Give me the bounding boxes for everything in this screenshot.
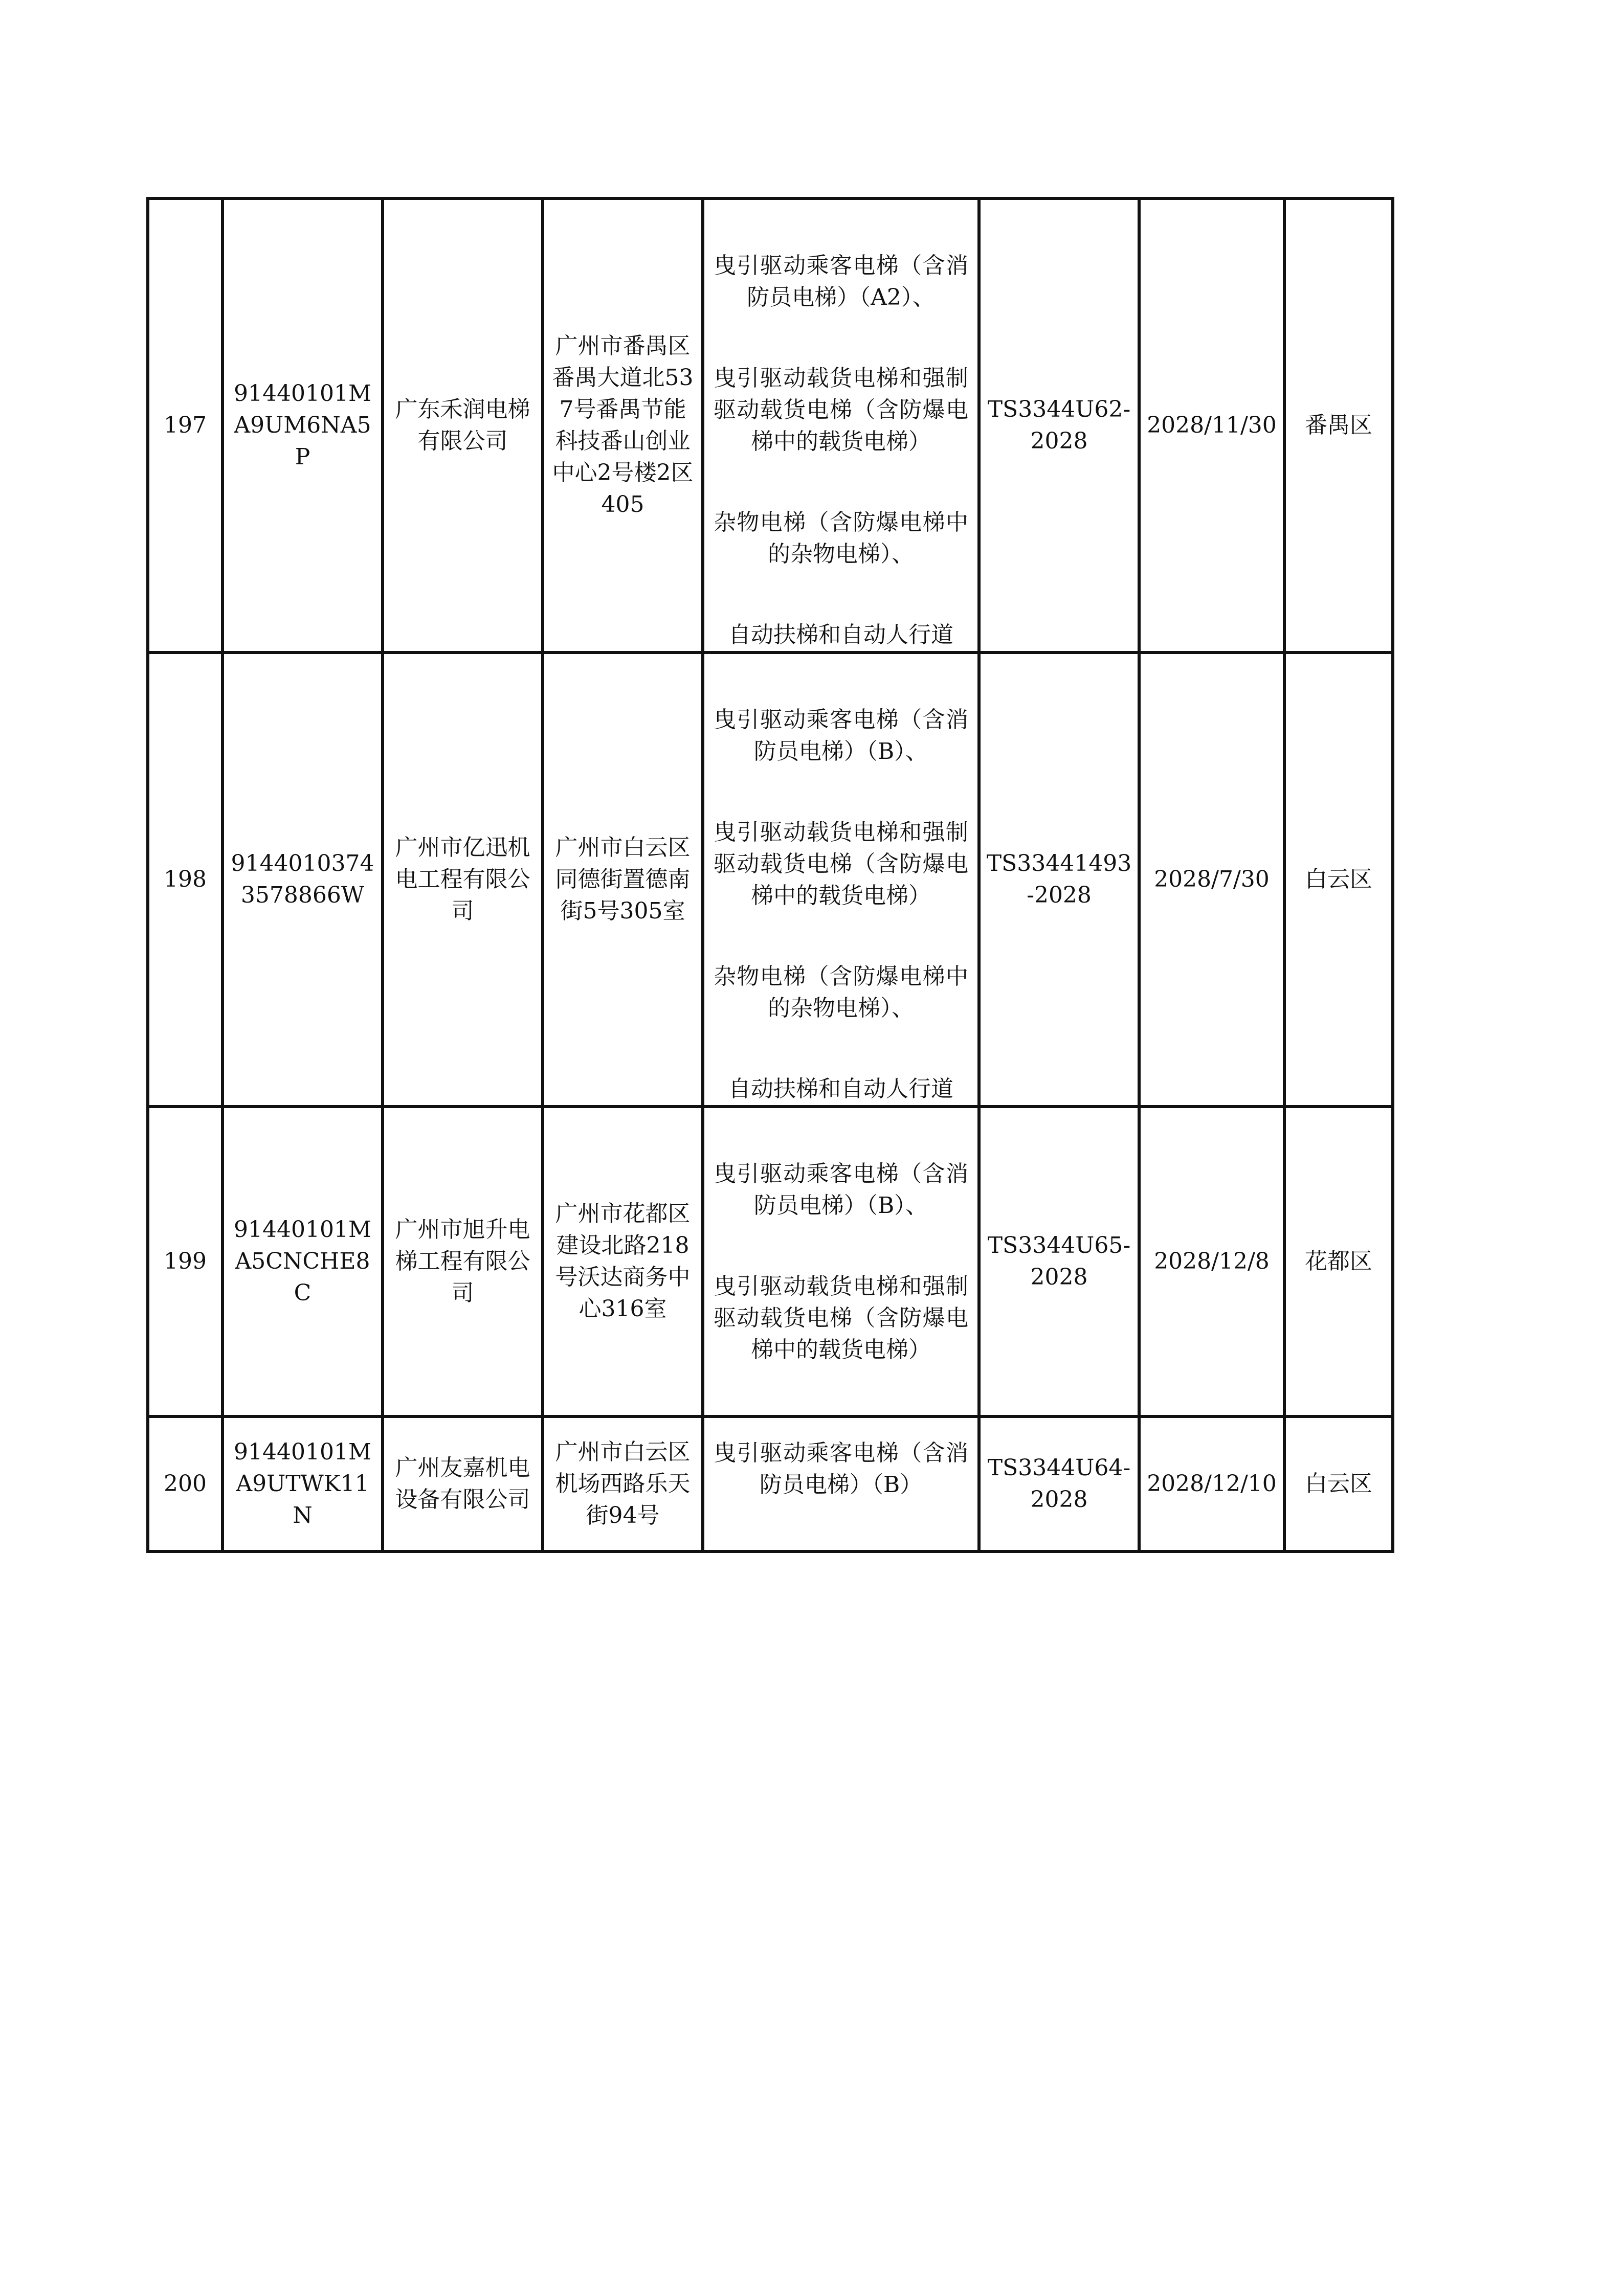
scope-item: 曳引驱动乘客电梯（含消防员电梯）（B）、 xyxy=(714,707,968,764)
company-name: 广东禾润电梯有限公司 xyxy=(383,198,543,652)
expiry-date: 2028/11/30 xyxy=(1139,198,1284,652)
certificate-number: TS33441493-2028 xyxy=(979,652,1139,1107)
row-number: 199 xyxy=(148,1107,223,1416)
company-name: 广州市亿迅机电工程有限公司 xyxy=(383,652,543,1107)
scope-item: 杂物电梯（含防爆电梯中的杂物电梯）、 xyxy=(714,963,968,1021)
table-row xyxy=(148,1107,1393,1416)
scope-item: 曳引驱动乘客电梯（含消防员电梯）（A2）、 xyxy=(714,253,968,310)
certificate-number: TS3344U64-2028 xyxy=(979,1416,1139,1551)
credit-code: 91440101MA9UM6NA5P xyxy=(223,198,383,652)
credit-code: 91440101MA9UTWK11N xyxy=(223,1416,383,1551)
licensee-table xyxy=(146,197,1394,1553)
certificate-number: TS3344U62-2028 xyxy=(979,198,1139,652)
district: 番禺区 xyxy=(1284,198,1393,652)
table-row xyxy=(148,1416,1393,1551)
expiry-date: 2028/12/10 xyxy=(1139,1416,1284,1551)
scope-item: 曳引驱动载货电梯和强制驱动载货电梯（含防爆电梯中的载货电梯） xyxy=(714,819,968,909)
scope-item: 曳引驱动载货电梯和强制驱动载货电梯（含防爆电梯中的载货电梯） xyxy=(714,365,968,455)
credit-code: 91440101MA5CNCHE8C xyxy=(223,1107,383,1416)
credit-code: 91440103743578866W xyxy=(223,652,383,1107)
district: 白云区 xyxy=(1284,1416,1393,1551)
district: 花都区 xyxy=(1284,1107,1393,1416)
certificate-number: TS3344U65-2028 xyxy=(979,1107,1139,1416)
scope-item: 曳引驱动乘客电梯（含消防员电梯）（B） xyxy=(714,1440,968,1498)
license-scope xyxy=(703,1107,979,1416)
expiry-date: 2028/12/8 xyxy=(1139,1107,1284,1416)
company-address: 广州市白云区机场西路乐天街94号 xyxy=(543,1416,703,1551)
company-name: 广州友嘉机电设备有限公司 xyxy=(383,1416,543,1551)
scope-item: 自动扶梯和自动人行道 xyxy=(728,622,953,648)
scope-item: 曳引驱动载货电梯和强制驱动载货电梯（含防爆电梯中的载货电梯） xyxy=(714,1273,968,1363)
row-number: 200 xyxy=(148,1416,223,1551)
company-name: 广州市旭升电梯工程有限公司 xyxy=(383,1107,543,1416)
scope-item: 杂物电梯（含防爆电梯中的杂物电梯）、 xyxy=(714,509,968,567)
company-address: 广州市白云区同德街置德南街5号305室 xyxy=(543,652,703,1107)
scope-item: 自动扶梯和自动人行道 xyxy=(728,1076,953,1102)
license-scope xyxy=(703,1416,979,1551)
scope-item: 曳引驱动乘客电梯（含消防员电梯）（B）、 xyxy=(714,1161,968,1219)
row-number: 198 xyxy=(148,652,223,1107)
expiry-date: 2028/7/30 xyxy=(1139,652,1284,1107)
district: 白云区 xyxy=(1284,652,1393,1107)
table-row xyxy=(148,652,1393,1107)
company-address: 广州市花都区建设北路218号沃达商务中心316室 xyxy=(543,1107,703,1416)
license-scope xyxy=(703,652,979,1107)
row-number: 197 xyxy=(148,198,223,652)
company-address: 广州市番禺区番禺大道北537号番禺节能科技番山创业中心2号楼2区405 xyxy=(543,198,703,652)
table-row xyxy=(148,198,1393,652)
license-scope xyxy=(703,198,979,652)
